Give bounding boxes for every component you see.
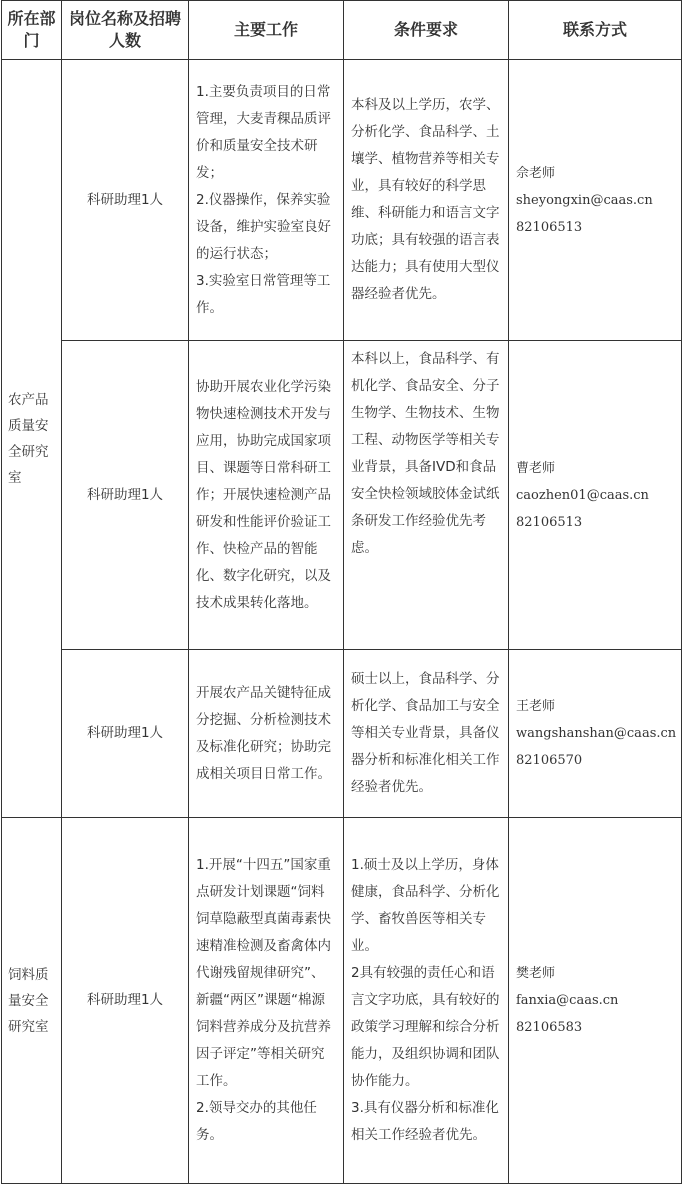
duty-item: 3.实验室日常管理等工作。 <box>196 272 331 316</box>
table-row <box>2 341 682 650</box>
requirement-item: 本科及以上学历，农学、分析化学、食品科学、土壤学、植物营养等相关专业，具有较好的科学思维、科研能力和语言文字功底；具有较强的语言表达能力；具有使用大型仪器经验者优先。 <box>351 97 500 302</box>
requirements-cell <box>344 60 509 341</box>
duty-item: 2.领导交办的其他任务。 <box>196 1100 317 1143</box>
duty-item: 开展农产品关键特征成分挖掘、分析检测技术及标准化研究；协助完成相关项目日常工作。 <box>196 684 331 782</box>
requirements-cell <box>344 650 509 818</box>
contact-phone: 82106583 <box>516 1020 583 1035</box>
duty-item: 1.开展“十四五”国家重点研发计划课题“饲料饲草隐蔽型真菌毒素快速精准检测及畜禽体内代谢残留规律研究”、新疆“两区”课题“棉源饲料营养成分及抗营养因子评定”等相关研究工作。 <box>196 857 331 1089</box>
requirement-item: 本科以上，食品科学、有机化学、食品安全、分子生物学、生物技术、生物工程、动物医学等相关专业背景，具备IVD和食品安全快检领域胶体金试纸条研发工作经验优先考虑。 <box>351 351 500 556</box>
duties-cell <box>189 818 344 1184</box>
contact-email: sheyongxin@caas.cn <box>516 192 653 208</box>
role-cell: 科研助理1人 <box>62 341 189 650</box>
contact-email: wangshanshan@caas.cn <box>516 726 677 741</box>
recruitment-table <box>1 0 682 1184</box>
role-cell: 科研助理1人 <box>62 650 189 818</box>
duty-item: 2.仪器操作，保养实验设备，维护实验室良好的运行状态； <box>196 191 331 262</box>
contact-name: 樊老师 <box>516 966 556 981</box>
contact-cell <box>509 341 682 650</box>
table-row <box>2 650 682 818</box>
role-cell: 科研助理1人 <box>62 818 189 1184</box>
contact-name: 王老师 <box>516 699 556 714</box>
department-cell: 饲料质量安全研究室 <box>2 818 62 1184</box>
duty-item: 1.主要负责项目的日常管理，大麦青稞品质评价和质量安全技术研发； <box>196 83 331 181</box>
requirement-item: 2具有较强的责任心和语言文字功底，具有较好的政策学习理解和综合分析能力，及组织协调和团队协作能力。 <box>351 965 500 1089</box>
duty-item: 协助开展农业化学污染物快速检测技术开发与应用，协助完成国家项目、课题等日常科研工作；开展快速检测产品研发和性能评价验证工作、快检产品的智能化、数字化研究，以及技术成果转化落地。 <box>196 378 331 611</box>
requirement-item: 1.硕士及以上学历，身体健康，食品科学、分析化学、畜牧兽医等相关专业。 <box>351 857 500 954</box>
header-dept: 所在部门 <box>2 1 62 60</box>
header-requirements: 条件要求 <box>344 1 509 60</box>
contact-phone: 82106513 <box>516 514 583 530</box>
header-role: 岗位名称及招聘人数 <box>62 1 189 60</box>
contact-email: caozhen01@caas.cn <box>516 487 649 503</box>
duties-cell <box>189 341 344 650</box>
contact-cell <box>509 650 682 818</box>
contact-cell <box>509 818 682 1184</box>
contact-phone: 82106570 <box>516 753 583 768</box>
table-row <box>2 60 682 341</box>
header-duties: 主要工作 <box>189 1 344 60</box>
header-row <box>2 1 682 60</box>
contact-cell <box>509 60 682 341</box>
duties-cell <box>189 60 344 341</box>
duties-cell <box>189 650 344 818</box>
requirements-cell <box>344 341 509 650</box>
contact-name: 曹老师 <box>516 460 556 476</box>
contact-phone: 82106513 <box>516 219 583 235</box>
department-cell: 农产品质量安全研究室 <box>2 60 62 818</box>
role-cell: 科研助理1人 <box>62 60 189 341</box>
table-row <box>2 818 682 1184</box>
requirement-item: 硕士以上，食品科学、分析化学、食品加工与安全等相关专业背景，具备仪器分析和标准化相关工作经验者优先。 <box>351 671 500 795</box>
requirement-item: 3.具有仪器分析和标准化相关工作经验者优先。 <box>351 1100 499 1143</box>
header-contact: 联系方式 <box>509 1 682 60</box>
requirements-cell <box>344 818 509 1184</box>
contact-email: fanxia@caas.cn <box>516 993 619 1008</box>
contact-name: 佘老师 <box>516 165 556 181</box>
